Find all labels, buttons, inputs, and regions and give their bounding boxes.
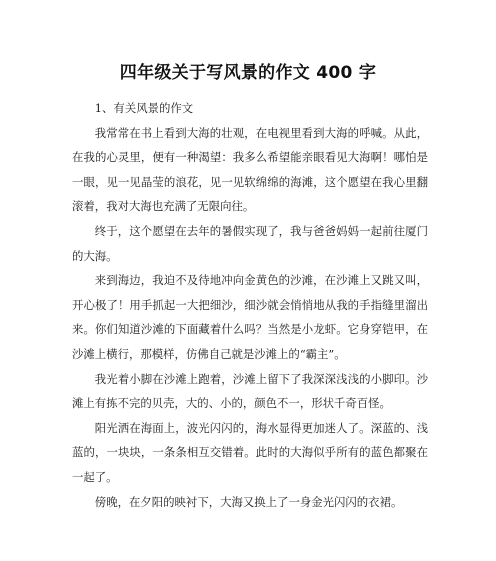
paragraph: 傍晚，在夕阳的映衬下，大海又换上了一身金光闪闪的衣裙。 (94, 494, 403, 509)
document-title: 四年级关于写风景的作文 400 字 (119, 63, 377, 83)
paragraph: 我常常在书上看到大海的壮观，在电视里看到大海的呼喊。从此，在我的心灵里，便有一种渴望：我多么希望能亲眼看见大海啊！哪怕是一眼，见一见晶莹的浪花，见一见软绵绵的海滩，这个愿望在我心里翻滚着，我对大海也充满了无限向往。 (72, 125, 428, 214)
document-body (72, 96, 428, 514)
section-heading: 1、有关风景的作文 (94, 101, 194, 115)
paragraph: 终于，这个愿望在去年的暑假实现了，我与爸爸妈妈一起前往厦门的大海。 (72, 223, 428, 263)
paragraph: 阳光洒在海面上，波光闪闪的，海水显得更加迷人了。深蓝的、浅蓝的，一块块，一条条相互交错着。此时的大海似乎所有的蓝色都聚在一起了。 (72, 420, 428, 484)
paragraph: 来到海边，我迫不及待地冲向金黄色的沙滩，在沙滩上又跳又叫，开心极了！用手抓起一大把细沙，细沙就会悄悄地从我的手指缝里溜出来。你们知道沙滩的下面藏着什么吗？当然是小龙虾。它身穿铠甲，在沙滩上横行，那模样，仿佛自己就是沙滩上的“霸主”。 (72, 273, 428, 361)
paragraph: 我光着小脚在沙滩上跑着，沙滩上留下了我深深浅浅的小脚印。沙滩上有拣不完的贝壳，大的、小的，颜色不一，形状千奇百怪。 (72, 371, 428, 411)
